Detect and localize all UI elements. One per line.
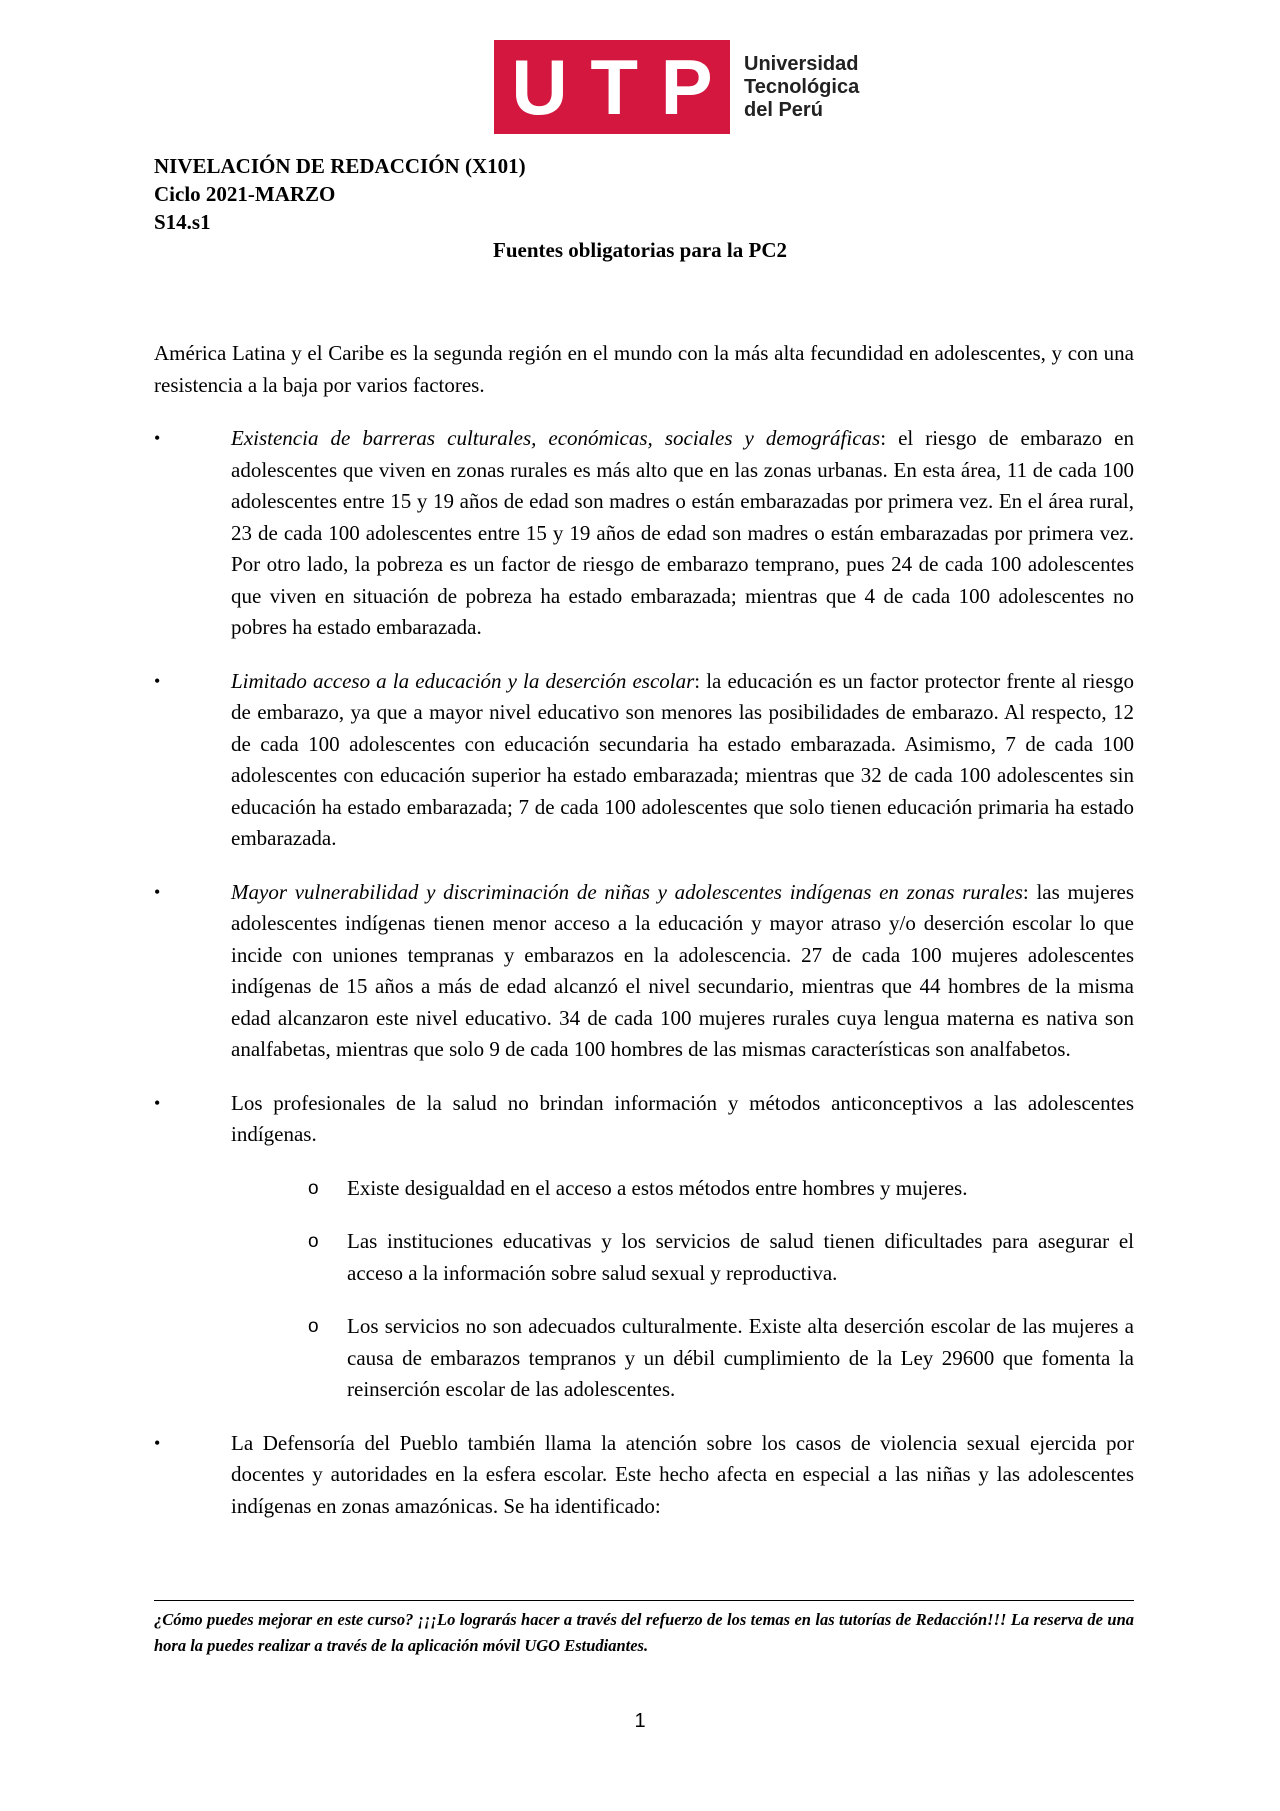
sub-list-item (231, 1173, 1134, 1205)
sub-list-item (231, 1226, 1134, 1289)
sub-bullet-marker: o (308, 1316, 319, 1337)
document-title: Fuentes obligatorias para la PC2 (493, 238, 787, 262)
list-item-lead: Existencia de barreras culturales, económicas, sociales y demográficas (231, 426, 881, 450)
list-item (154, 423, 1134, 644)
bullet-marker: • (154, 670, 161, 691)
course-name: NIVELACIÓN DE REDACCIÓN (X101) (154, 154, 526, 178)
logo-text-line-3: del Perú (744, 98, 823, 121)
sub-list-item-text: Los servicios no son adecuados culturalmente. Existe alta deserción escolar de las mujeres a causa de embarazos tempranos y un débil cumplimiento de la Ley 29600 que fomenta la reinserción escolar de las adolescentes. (347, 1314, 1134, 1401)
intro-paragraph: América Latina y el Caribe es la segunda región en el mundo con la más alta fecundidad en adolescentes, y con una resistencia a la baja por varios factores. (154, 341, 1134, 397)
sub-list-item (231, 1311, 1134, 1406)
list-item-lead: Mayor vulnerabilidad y discriminación de niñas y adolescentes indígenas en zonas rurales (231, 879, 1023, 904)
list-item (154, 877, 1134, 1066)
utp-logo (494, 40, 859, 134)
list-item (154, 1088, 1134, 1406)
logo-letter-u: U (511, 43, 568, 131)
list-item (154, 1428, 1134, 1523)
sub-list-item-text: Las instituciones educativas y los servicios de salud tienen dificultades para asegurar el acceso a la información sobre salud sexual y reproductiva. (347, 1229, 1134, 1285)
factor-list (154, 423, 1134, 1522)
list-item-text: : la educación es un factor protector frente al riesgo de embarazo, ya que a mayor nivel educativo son menores las posibilidades de embarazo. Al respecto, 12 de cada 100 adolescentes con educación secundaria ha estado embarazada. Asimismo, 7 de cada 100 adolescentes con educación superior ha estado embarazada; mientras que 32 de cada 100 adolescentes sin educación ha estado embarazada; 7 de cada 100 adolescentes que solo tienen educación primaria ha estado embarazada. (231, 668, 1134, 850)
logo-text-line-1: Universidad (744, 52, 859, 75)
footer-note: ¿Cómo puedes mejorar en este curso? ¡¡¡Lo lograrás hacer a través del refuerzo de los temas en las tutorías de Redacción!!! La reserva de una hora la puedes realizar a través de la aplicación móvil UGO Estudiantes. (154, 1610, 1134, 1655)
utp-logo-wordmark (744, 53, 859, 122)
list-item (154, 666, 1134, 855)
page-number: 1 (634, 1710, 646, 1732)
course-session: S14.s1 (154, 210, 211, 234)
bullet-marker: • (154, 881, 161, 902)
footer-divider (154, 1600, 1134, 1601)
utp-logo-mark (494, 40, 730, 134)
document-body (154, 338, 1134, 1544)
sub-list (231, 1173, 1134, 1406)
sub-bullet-marker: o (308, 1231, 319, 1252)
sub-bullet-marker: o (308, 1177, 319, 1199)
logo-letter-t: T (590, 43, 638, 131)
logo-letter-p: P (660, 43, 713, 131)
bullet-marker: • (154, 428, 161, 448)
list-item-text: : el riesgo de embarazo en adolescentes que viven en zonas rurales es más alto que en las zonas urbanas. En esta área, 11 de cada 100 adolescentes entre 15 y 19 años de edad son madres o están embarazadas por primera vez. En el área rural, 23 de cada 100 adolescentes entre 15 y 19 años de edad son madres o están embarazadas por primera vez. Por otro lado, la pobreza es un factor de riesgo de embarazo temprano, pues 24 de cada 100 adolescentes que viven en situación de pobreza ha estado embarazada; mientras que 4 de cada 100 adolescentes no pobres ha estado embarazada. (231, 426, 1134, 639)
bullet-marker: • (154, 1432, 161, 1453)
list-item-text: La Defensoría del Pueblo también llama la atención sobre los casos de violencia sexual ejercida por docentes y autoridades en la esfera escolar. Este hecho afecta en especial a las niñas y las adolescentes indígenas en zonas amazónicas. Se ha identificado: (231, 1430, 1134, 1518)
list-item-text: : las mujeres adolescentes indígenas tienen menor acceso a la educación y mayor atraso y/o deserción escolar lo que incide con uniones tempranas y embarazos en la adolescencia. 27 de cada 100 mujeres adolescentes indígenas de 15 años a más de edad alcanzó el nivel secundario, mientras que 44 hombres de la misma edad alcanzaron este nivel educativo. 34 de cada 100 mujeres rurales cuya lengua materna es nativa son analfabetas, mientras que solo 9 de cada 100 hombres de las mismas características son analfabetos. (231, 879, 1134, 1061)
course-cycle: Ciclo 2021-MARZO (154, 182, 336, 206)
course-header (154, 152, 526, 236)
bullet-marker: • (154, 1092, 161, 1113)
logo-text-line-2: Tecnológica (744, 75, 860, 98)
sub-list-item-text: Existe desigualdad en el acceso a estos métodos entre hombres y mujeres. (347, 1175, 968, 1200)
list-item-text: Los profesionales de la salud no brindan información y métodos anticonceptivos a las adolescentes indígenas. (231, 1090, 1134, 1146)
list-item-lead: Limitado acceso a la educación y la deserción escolar (231, 668, 695, 693)
